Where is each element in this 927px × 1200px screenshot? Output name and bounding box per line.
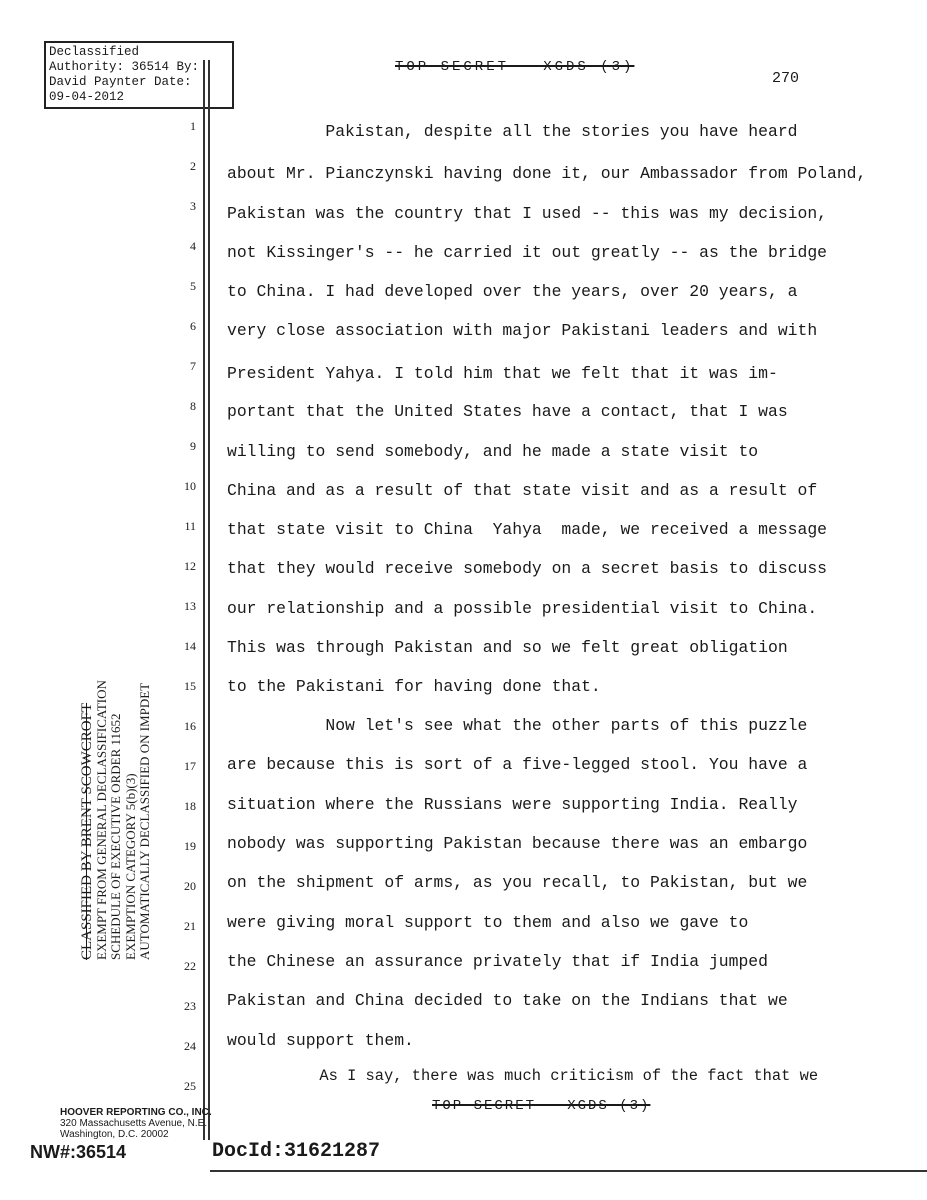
text-line: China and as a result of that state visit and as a result of (227, 481, 818, 500)
text-line: to China. I had developed over the years, over 20 years, a (227, 282, 798, 301)
stamp-line: 09-04-2012 (49, 90, 125, 104)
line-number: 9 (190, 439, 196, 453)
nw-number: NW#:36514 (30, 1142, 127, 1162)
side-stamp-line: SCHEDULE OF EXECUTIVE ORDER 11652 (108, 713, 123, 960)
line-number: 15 (184, 679, 196, 693)
text-line: Now let's see what the other parts of this puzzle (227, 716, 808, 735)
line-number: 22 (184, 959, 196, 973)
classification-side-stamp (80, 560, 190, 960)
declassified-stamp (44, 41, 234, 109)
text-line: very close association with major Pakistani leaders and with (227, 321, 818, 340)
line-number: 18 (184, 799, 196, 813)
text-line: willing to send somebody, and he made a state visit to (227, 442, 759, 461)
text-line: Pakistan was the country that I used -- this was my decision, (227, 204, 827, 223)
text-line: As I say, there was much criticism of the fact that we (227, 1067, 819, 1085)
text-line: Pakistan, despite all the stories you have heard (227, 122, 798, 141)
text-line: that they would receive somebody on a secret basis to discuss (227, 559, 827, 578)
reporter-city: Washington, D.C. 20002 (60, 1129, 169, 1140)
text-line: to the Pakistani for having done that. (227, 677, 601, 696)
text-line: that state visit to China Yahya made, we received a message (227, 520, 827, 539)
line-number: 5 (190, 279, 196, 293)
text-line: President Yahya. I told him that we felt that it was im- (227, 364, 778, 383)
line-number: 23 (184, 999, 196, 1013)
text-line: the Chinese an assurance privately that if India jumped (227, 952, 768, 971)
side-stamp-line: EXEMPTION CATEGORY 5(b)(3) (122, 773, 138, 960)
text-line: our relationship and a possible presidential visit to China. (227, 599, 818, 618)
stamp-line: Declassified (49, 45, 140, 59)
line-number: 13 (184, 599, 196, 613)
line-number: 10 (184, 479, 196, 493)
reporter-info (60, 1107, 212, 1140)
text-line: Pakistan and China decided to take on the Indians that we (227, 991, 788, 1010)
stamp-line: Authority: 36514 By: (49, 60, 200, 74)
line-number: 1 (190, 119, 196, 133)
line-number: 24 (184, 1039, 196, 1053)
line-number: 11 (184, 519, 196, 533)
side-stamp-line: EXEMPT FROM GENERAL DECLASSIFICATION (93, 680, 109, 960)
line-number: 12 (184, 559, 196, 573)
text-line: were giving moral support to them and also we gave to (227, 913, 749, 932)
side-stamp-line: AUTOMATICALLY DECLASSIFIED ON IMPDET (137, 682, 152, 960)
line-number: 2 (190, 159, 196, 173)
header-classification: TOP SECRET - XGDS (3) (395, 59, 635, 75)
bottom-rule (210, 1170, 927, 1172)
text-line: This was through Pakistan and so we felt great obligation (227, 638, 788, 657)
reporter-address: 320 Massachusetts Avenue, N.E. (60, 1118, 208, 1129)
text-line: situation where the Russians were supporting India. Really (227, 795, 798, 814)
text-line: nobody was supporting Pakistan because there was an embargo (227, 834, 808, 853)
line-number: 4 (190, 239, 196, 253)
margin-rule-right (208, 60, 210, 1140)
page-number: 270 (772, 70, 800, 87)
line-number: 3 (190, 199, 196, 213)
stamp-line: David Paynter Date: (49, 75, 192, 89)
footer-classification: TOP SECRET - XGDS (3) (432, 1098, 651, 1114)
text-line: are because this is sort of a five-legged stool. You have a (227, 755, 808, 774)
line-number: 14 (184, 639, 196, 653)
text-line: on the shipment of arms, as you recall, to Pakistan, but we (227, 873, 808, 892)
reporter-name: HOOVER REPORTING CO., INC. (60, 1107, 212, 1118)
line-number: 20 (184, 879, 196, 893)
line-number: 6 (190, 319, 196, 333)
text-line: portant that the United States have a contact, that I was (227, 402, 788, 421)
text-line: not Kissinger's -- he carried it out greatly -- as the bridge (227, 243, 827, 262)
line-number: 16 (184, 719, 196, 733)
side-stamp-text (80, 560, 153, 960)
line-number: 25 (184, 1079, 196, 1093)
line-number: 8 (190, 399, 196, 413)
text-line: about Mr. Pianczynski having done it, our Ambassador from Poland, (227, 164, 867, 183)
text-line: would support them. (227, 1031, 414, 1050)
doc-id: DocId:31621287 (212, 1140, 381, 1163)
line-number: 7 (190, 359, 196, 373)
margin-rule-left (203, 60, 205, 1140)
line-number: 17 (184, 759, 196, 773)
line-number: 19 (184, 839, 196, 853)
line-number: 21 (184, 919, 196, 933)
side-stamp-line: CLASSIFIED BY BRENT SCOWCROFT (79, 702, 95, 960)
